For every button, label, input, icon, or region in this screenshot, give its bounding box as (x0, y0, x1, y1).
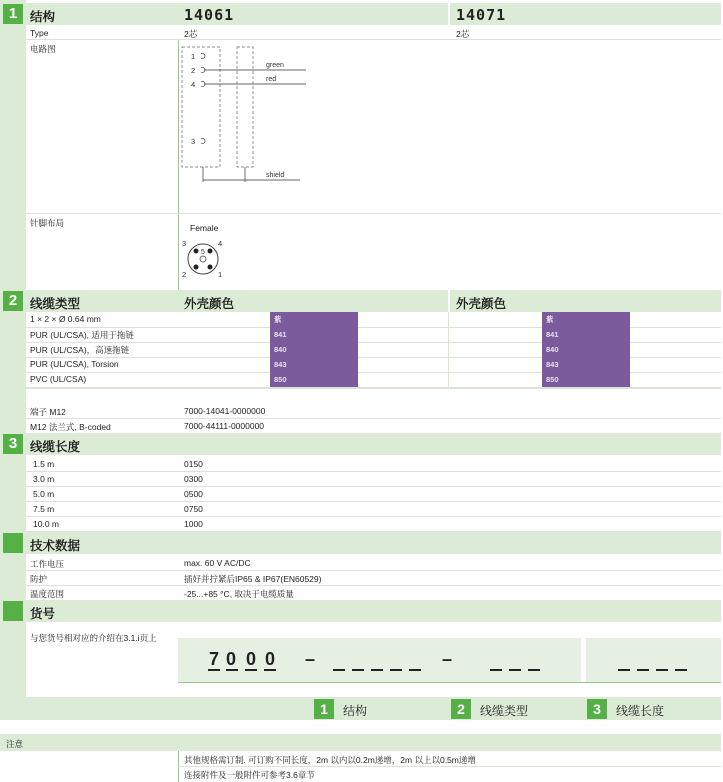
digit-underline (264, 669, 276, 671)
length-code: 0300 (184, 474, 203, 484)
extra-value-1: 7000-44111-0000000 (184, 421, 265, 431)
tech-label: 温度范围 (30, 589, 65, 599)
digit-underline (226, 669, 238, 671)
jacket-color-code-2: 紫 (542, 312, 630, 327)
blank-slot (675, 669, 687, 671)
wire-green-label: green (266, 62, 284, 69)
divider (26, 570, 721, 571)
order-box-prefix (178, 638, 581, 682)
divider (26, 388, 721, 389)
section2-col1-header: 外壳颜色 (184, 297, 235, 311)
length-code: 0500 (184, 489, 203, 499)
wire-red-label: red (266, 76, 277, 83)
circuit-diagram (178, 40, 318, 190)
blank-slot (637, 669, 649, 671)
order-separator-2: – (442, 649, 453, 669)
blank-slot (409, 669, 421, 671)
jacket-color-code-1: 841 (270, 327, 358, 342)
order-digit-0: 7 (209, 649, 220, 669)
order-digit-3: 0 (265, 649, 276, 669)
blank-slot (618, 669, 630, 671)
tech-value: -25...+85 °C, 取决于电缆质量 (184, 589, 294, 599)
length-label: 3.0 m (33, 474, 55, 484)
jacket-color-code-2: 843 (542, 357, 630, 372)
jacket-color-code-1: 850 (270, 372, 358, 387)
divider (26, 39, 721, 40)
order-title: 货号 (30, 607, 56, 621)
extra-label-0: 端子 M12 (30, 407, 66, 417)
circuit-label: 电路图 (30, 44, 56, 54)
legend-num-3: 3 (587, 699, 607, 719)
pinout-diagram (180, 236, 228, 282)
cable-type-label: 1 × 2 × Ø 0.64 mm (30, 314, 101, 324)
divider (26, 585, 721, 586)
jacket-color-code-2: 840 (542, 342, 630, 357)
section2-header (0, 290, 721, 312)
blank-slot (509, 669, 521, 671)
divider (26, 471, 721, 472)
legend-label-2: 线缆类型 (480, 704, 529, 718)
order-divider (178, 682, 721, 683)
circuit-pin-4: 4 (191, 80, 196, 89)
notes-header (0, 734, 721, 751)
tech-value: max. 60 V AC/DC (184, 558, 251, 568)
jacket-color-code-2: 850 (542, 372, 630, 387)
extra-value-0: 7000-14041-0000000 (184, 406, 266, 416)
digit-underline (208, 669, 220, 671)
legend-white-strip (0, 720, 721, 734)
circuit-right-border (178, 40, 179, 290)
extra-label-1: M12 法兰式, B-coded (30, 422, 111, 432)
divider (26, 501, 721, 502)
divider (26, 516, 721, 517)
section2-title: 线缆类型 (30, 297, 81, 311)
type-value-2: 2芯 (456, 29, 470, 39)
col2-header: 14071 (456, 6, 507, 24)
legend-label-3: 线缆长度 (616, 704, 665, 718)
blank-slot (371, 669, 383, 671)
tech-label: 工作电压 (30, 559, 65, 569)
legend-label-1: 结构 (343, 704, 368, 718)
section1-title: 结构 (30, 10, 56, 24)
length-code: 0150 (184, 459, 203, 469)
pinout-pin-2: 2 (182, 270, 187, 279)
tech-header (0, 532, 721, 554)
divider (26, 213, 721, 214)
section1-header (0, 3, 721, 25)
legend-num-1: 1 (314, 699, 334, 719)
pinout-pin-5: 5 (201, 249, 205, 256)
shield-label: shield (266, 172, 285, 179)
order-marker (3, 601, 23, 621)
blank-slot (352, 669, 364, 671)
order-separator-1: – (305, 649, 316, 669)
pinout-pin-4: 4 (218, 239, 223, 248)
tech-label: 防护 (30, 574, 48, 584)
length-label: 10.0 m (33, 519, 59, 529)
note-line-2: 连接附件及一般附件可参考3.6章节 (184, 770, 315, 780)
section2-number: 2 (3, 291, 23, 311)
jacket-color-code-2: 841 (542, 327, 630, 342)
col1-header: 14061 (184, 6, 235, 24)
cable-type-label: PUR (UL/CSA)，高速拖链 (30, 345, 130, 355)
blank-slot (490, 669, 502, 671)
legend-num-2: 2 (451, 699, 471, 719)
section2-col2-header: 外壳颜色 (456, 297, 507, 311)
divider (178, 766, 721, 767)
pinout-label: 针脚布局 (30, 218, 65, 228)
pinout-pin-3: 3 (182, 239, 187, 248)
tech-value: 插好并拧紧后IP65 & IP67(EN60529) (184, 574, 322, 584)
cable-type-label: PVC (UL/CSA) (30, 374, 87, 384)
tech-marker (3, 533, 23, 553)
pinout-pin-1: 1 (218, 270, 223, 279)
circuit-pin-2: 2 (191, 66, 196, 75)
type-value-1: 2芯 (184, 29, 198, 39)
divider (26, 418, 721, 419)
circuit-pin-1: 1 (191, 52, 196, 61)
length-label: 5.0 m (33, 489, 55, 499)
length-code: 0750 (184, 504, 203, 514)
tech-title: 技术数据 (30, 539, 81, 553)
length-label: 1.5 m (33, 459, 55, 469)
order-header (0, 600, 721, 622)
section1-number: 1 (3, 4, 23, 24)
circuit-pin-3: 3 (191, 137, 196, 146)
blank-slot (656, 669, 668, 671)
pinout-gender: Female (190, 223, 219, 233)
order-description: 与您货号相对应的介绍在3.1.i页上 (30, 633, 157, 643)
section3-title: 线缆长度 (30, 440, 81, 454)
blank-slot (390, 669, 402, 671)
blank-slot (528, 669, 540, 671)
section3-header (0, 433, 721, 455)
digit-underline (245, 669, 257, 671)
type-label: Type (30, 28, 49, 38)
section3-number: 3 (3, 434, 23, 454)
notes-title: 注意 (6, 739, 24, 749)
col-divider (448, 312, 449, 388)
order-digit-1: 0 (226, 649, 237, 669)
order-box-length (586, 638, 721, 682)
cable-type-label: PUR (UL/CSA), Torsion (30, 359, 119, 369)
length-label: 7.5 m (33, 504, 55, 514)
blank-slot (333, 669, 345, 671)
note-line-1: 其他规格需订制. 可订购不同长度，2m 以内以0.2m递增，2m 以上以0.5m递增 (184, 755, 476, 765)
cable-type-label: PUR (UL/CSA), 适用于拖链 (30, 330, 134, 340)
col-divider (448, 290, 450, 312)
jacket-color-code-1: 840 (270, 342, 358, 357)
col-divider (448, 3, 450, 39)
divider (26, 486, 721, 487)
length-code: 1000 (184, 519, 203, 529)
jacket-color-code-1: 紫 (270, 312, 358, 327)
order-digit-2: 0 (246, 649, 257, 669)
jacket-color-code-1: 843 (270, 357, 358, 372)
